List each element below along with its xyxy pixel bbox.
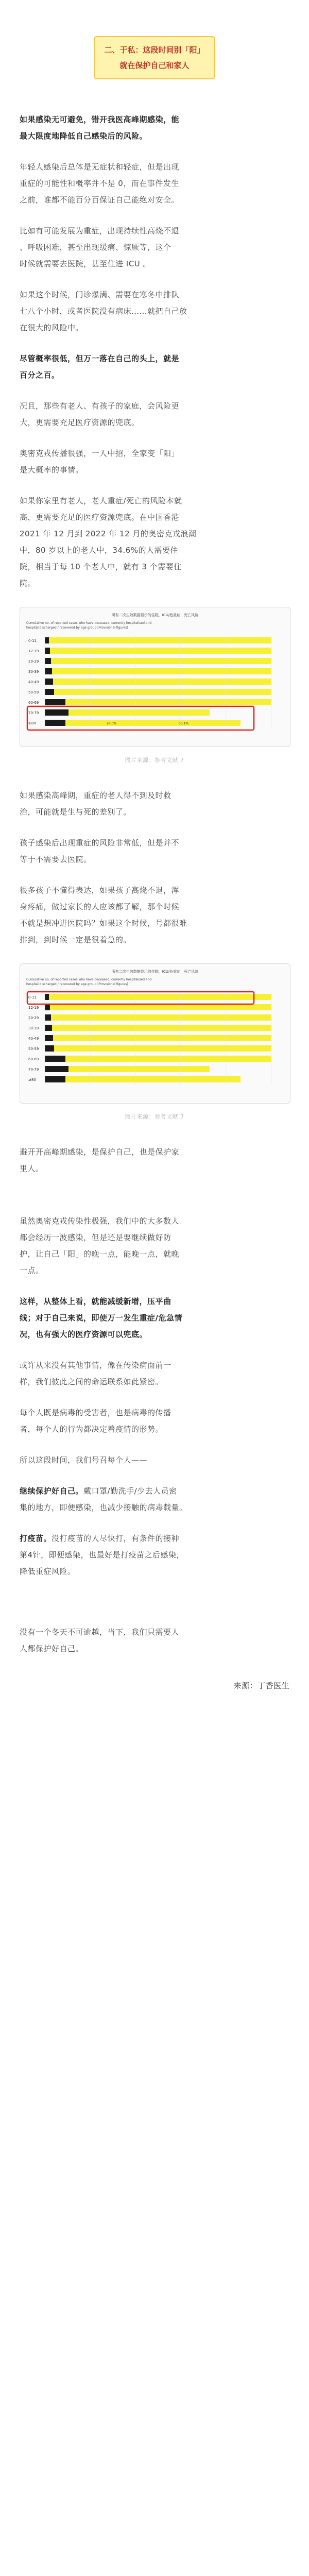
paragraph-line: 一点。 [20,1266,44,1275]
paragraph-line: 每个人既是病毒的受害者，也是病毒的传播 [20,1408,171,1417]
paragraph-line: 重症的可能性和概率并不是 0，而在事件发生 [20,179,179,188]
paragraph-p13 [20,1213,289,1279]
chart-subtitle-line-1: Cumulative no. of reported cases who have deceased, currently hospitalised and [26,978,152,981]
age-group-label: ≥80 [28,1078,36,1082]
bar-discharged [49,994,271,1000]
bar-discharged [50,648,271,654]
bar-value-label: 26.0% [107,722,117,725]
paragraph-line: 避开开高峰期感染，是保护自己，也是保护家 [20,1147,180,1157]
paragraph-line-rest: 没打疫苗的人尽快打，有条件的接种 [52,1534,180,1543]
paragraph-line: 孩子感染后出现重症的风险非常低，但是并不 [20,838,180,848]
paragraph-p14 [20,1293,289,1343]
paragraph-line: 不就是想冲进医院吗？如果这个时候，号都很难 [20,919,187,928]
paragraph-line: 人都保护好自己。 [20,1644,84,1653]
paragraph-line: 如果这个时候，门诊爆满、需要在寒冬中排队 [20,290,180,299]
paragraph-p4 [20,286,289,336]
paragraph-line: 高，更需要充足的医疗资源兜底。在中国香港 [20,513,180,522]
paragraph-p1 [20,111,289,144]
paragraph-line: 治，可能就是生与死的差别了。 [20,807,132,817]
paragraph-line-rest: 戴口罩/勤洗手/少去人员密 [83,1486,177,1496]
paragraph-line: 、呼吸困难，甚至出现缓痛、惊厥等，这个 [20,243,171,252]
bar-deceased [45,668,52,674]
paragraph-line: 第4针，即便感染，也最好是打疫苗之后感染， [20,1550,185,1560]
paragraph-line: 比如有可能发展为重症，出现持续性高烧不退 [20,226,180,235]
paragraph-lead: 打疫苗。 [20,1534,52,1543]
paragraph-line: 最大限度地降低自己感染后的风险。 [20,131,148,141]
section-title [94,36,215,79]
paragraph-line: 等于不需要去医院。 [20,855,92,864]
paragraph-line: 排到，到时候一定是很着急的。 [20,935,132,944]
paragraph-p16 [20,1404,289,1437]
paragraph-line: 降低重症风险。 [20,1567,76,1576]
age-group-label: 50-59 [28,690,39,694]
paragraph-line: 护，让自己「阳」的晚一点，能晚一点，就晚 [20,1249,180,1259]
paragraph-p3 [20,223,289,272]
paragraph-line: 没有一个冬天不可逾越，当下，我们只需要人 [20,1628,180,1637]
paragraph-p11 [20,882,289,948]
paragraph-line: 在很大的风险中。 [20,323,84,332]
paragraph-line: 时候就需要去医院，甚至住进 ICU 。 [20,259,151,268]
paragraph-line: 样，我们彼此之间的命运联系如此紧密。 [20,1377,164,1386]
bar-deceased [45,648,50,654]
chart-subtitle [26,621,151,630]
bar-deceased [45,699,65,705]
paragraph-p2 [20,159,289,208]
paragraph-p12 [20,1144,289,1177]
bar-value-label: 7.9% [56,722,64,725]
paragraph-line: 如果感染无可避免，错开我医高峰期感染，能 [20,115,180,124]
paragraph-line: 况，也有强大的医疗资源可以兜底。 [20,1330,148,1339]
bar-deceased [45,637,49,643]
paragraph-line: 院，相当于每 10 个老人中，就有 3 个需要住 [20,562,182,571]
paragraph-line: 大，更需要充足医疗资源的兜底。 [20,418,140,427]
chart-plot [26,990,284,1098]
age-group-label: 40-49 [28,1037,39,1041]
age-group-label: 0-11 [28,995,37,999]
bar-deceased [45,1014,51,1021]
bar-deceased [45,1045,54,1052]
paragraph-line: 中，80 岁以上的老人中，34.6%的人需要住 [20,546,179,555]
paragraph-p20 [20,1624,289,1657]
figure2-chart-image [20,963,290,1104]
image-caption: 图片来源：参考文献 7 [125,1113,184,1120]
bar-deceased [45,1066,68,1072]
paragraph-p15 [20,1357,289,1390]
bar-discharged [51,1014,271,1021]
age-group-label: ≥80 [28,721,36,725]
paragraph-line: 百分之百。 [20,370,60,380]
age-group-label: 0-11 [28,639,37,643]
paragraph-line: 况且，那些有老人、有孩子的家庭，会风险更 [20,401,180,411]
paragraph-line: 都会经历一波感染，但是还是要继续做好防 [20,1233,171,1242]
paragraph-line: 身疼痛，做过家长的人应该都了解，那个时候 [20,902,180,911]
paragraph-line: 这样，从整体上看，就能减缓新增，压平曲 [20,1297,171,1306]
bar-discharged [53,1035,271,1041]
paragraph-line: 院。 [20,579,36,588]
age-group-label: 60-69 [28,701,39,705]
image-caption: 图片来源：参考文献 7 [125,757,184,764]
bar-discharged [65,699,271,705]
bar-discharged [54,1045,271,1052]
article-body [0,111,309,1657]
section-title-line-1: 二、于私：这段时间别「阳」 [104,45,205,55]
paragraph-line: 奥密克戎传播很强，一人中招，全家变「阳」 [20,449,180,458]
age-group-label: 20-29 [28,1016,39,1020]
age-group-label: 20-29 [28,659,39,664]
age-group-label: 60-69 [28,1057,39,1061]
paragraph-line: 是大概率的事情。 [20,465,84,474]
paragraph-p6 [20,398,289,431]
paragraph-line: 虽然奥密克戎传染性极强，我们中的大多数人 [20,1216,180,1226]
bar-discharged [68,709,210,716]
bar-deceased [45,709,68,716]
age-group-label: 70-79 [28,711,39,715]
bar-discharged [68,1066,210,1072]
chart-subtitle-line-2: hospital discharged / recovered by age group [Provisional figures] [26,626,128,630]
paragraph-line: 里人。 [20,1164,44,1173]
bar-deceased [45,679,53,685]
paragraph-line: 者，每个人的行为都决定着疫情的形势。 [20,1425,164,1434]
bar-discharged [65,1056,271,1062]
paragraph-line: 很多孩子不懂得表达，如果孩子高烧不退，浑 [20,886,180,895]
bar-discharged [65,1076,241,1082]
bar-deceased [45,689,54,695]
bar-deceased [45,1035,53,1041]
section-title-line-2: 就在保护自己和家人 [119,61,190,70]
bar-deceased [45,1025,52,1031]
paragraph-line: 尽管概率很低，但万一落在自己的头上，就是 [20,354,180,363]
bar-deceased [45,1076,65,1082]
paragraph-lead: 继续保护好自己。 [20,1486,84,1496]
paragraph-p10 [20,835,289,868]
chart-plot [26,633,284,741]
bar-discharged [65,720,241,726]
bar-deceased [45,658,51,664]
bar-discharged [51,658,271,664]
paragraph-line: 集的地方，即便感染，也减少接触的病毒载量。 [20,1503,187,1512]
age-group-label: 12-19 [28,649,39,653]
bar-discharged [49,637,271,643]
paragraph-p18 [20,1483,289,1516]
bar-deceased [45,1056,65,1062]
bar-discharged [52,668,271,674]
paragraph-p19 [20,1530,289,1580]
age-group-label: 70-79 [28,1067,39,1072]
paragraph-p8 [20,493,289,591]
figure1-chart-image [20,607,290,747]
age-group-label: 50-59 [28,1047,39,1051]
chart-subtitle-line-2: hospital discharged / recovered by age group [Provisional figures] [26,982,128,986]
age-group-label: 12-19 [28,1006,39,1010]
paragraph-p5 [20,350,289,383]
paragraph-line: 线；对于自己来说，即使万一发生重症/危急情 [20,1313,182,1323]
paragraph-line: 所以这段时间，我们号召每个人—— [20,1455,148,1465]
bar-discharged [53,679,271,685]
bar-discharged [52,1025,271,1031]
paragraph-line: 七八个小时，或者医院没有病床……就把自己放 [20,307,187,316]
age-group-label: 30-39 [28,1026,39,1030]
paragraph-line: 之前，谁都不能百分百保证自己能绝对安全。 [20,195,180,205]
bar-deceased [45,994,49,1000]
age-group-label: 30-39 [28,670,39,674]
article-page [0,36,309,1694]
bar-discharged [50,1004,271,1010]
paragraph-p17 [20,1452,289,1468]
paragraph-line: 年轻人感染后总体是无症状和轻症，但是出现 [20,162,180,172]
paragraph-line: 如果感染高峰期，重症的老人得不到及时救 [20,791,171,800]
section-banner [88,36,221,79]
chart-title: 所有二次生效数据显示的住院，ICU/危重症，死亡风险 [111,613,199,617]
source-credit: 来源：丁香医生 [233,1681,289,1690]
paragraph-line: 或许从来没有其他事情，像在传染病面前一 [20,1361,171,1370]
paragraph-p7 [20,445,289,478]
paragraph-p9 [20,787,289,820]
paragraph-line: 2021 年 12 月到 2022 年 12 月的奥密克戎浪潮 [20,529,197,538]
paragraph-line: 如果你家里有老人，老人重症/死亡的风险本就 [20,496,182,505]
chart-subtitle-line-1: Cumulative no. of reported cases who have deceased, currently hospitalised and [26,621,152,625]
bar-discharged [54,689,271,695]
chart-subtitle [26,977,151,987]
chart-title: 所有二次生效数据显示的住院，ICU/危重症，死亡风险 [111,970,199,974]
bar-deceased [45,1004,50,1010]
bar-value-label: 53.1% [179,722,189,725]
age-group-label: 40-49 [28,680,39,684]
